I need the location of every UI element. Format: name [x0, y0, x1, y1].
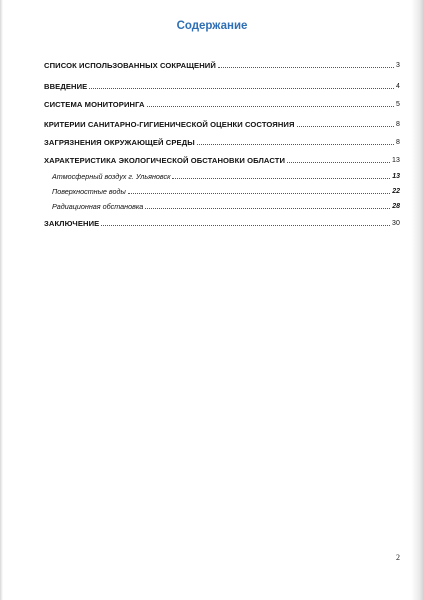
toc-leader-dots: [197, 144, 394, 145]
page-edge-shadow: [0, 0, 3, 600]
toc-leader-dots: [128, 193, 390, 194]
toc-leader-dots: [147, 106, 394, 107]
toc-entry-label: СПИСОК ИСПОЛЬЗОВАННЫХ СОКРАЩЕНИЙ: [44, 61, 216, 70]
toc-entry-page: 8: [396, 139, 400, 146]
toc-leader-dots: [172, 178, 390, 179]
toc-entry: [44, 120, 400, 129]
toc-subentry-label: Радиационная обстановка: [52, 202, 144, 211]
toc-leader-dots: [89, 88, 394, 89]
toc-entry-page: 8: [396, 121, 400, 128]
toc-subentry-label: Поверхностные воды: [52, 187, 126, 196]
toc-entry-label: ВВЕДЕНИЕ: [44, 82, 88, 91]
toc-subentry-label: Атмосферный воздух г. Ульяновск: [52, 172, 171, 181]
toc-leader-dots: [218, 67, 394, 68]
toc-entry-page: 3: [396, 62, 400, 69]
toc-subentry: [44, 172, 400, 181]
toc-entry: [44, 138, 400, 147]
toc-entry-page: 4: [396, 83, 400, 90]
toc-leader-dots: [297, 126, 394, 127]
toc-leader-dots: [101, 225, 390, 226]
toc-subentry-page: 28: [392, 203, 400, 210]
toc-entry: [44, 100, 400, 109]
toc-entry: [44, 219, 400, 228]
toc-title: Содержание: [176, 20, 248, 32]
toc-entry-label: ЗАКЛЮЧЕНИЕ: [44, 219, 100, 228]
toc-entry-label: СИСТЕМА МОНИТОРИНГА: [44, 100, 145, 109]
page-number: 2: [396, 553, 400, 562]
toc-subentry-page: 13: [392, 173, 400, 180]
toc-entry: [44, 156, 400, 165]
toc-leader-dots: [287, 162, 390, 163]
toc-entry-page: 5: [396, 101, 400, 108]
toc-entry-label: КРИТЕРИИ САНИТАРНО-ГИГИЕНИЧЕСКОЙ ОЦЕНКИ СОСТОЯНИЯ: [44, 120, 295, 129]
toc-entry: [44, 61, 400, 70]
toc-entry-label: ХАРАКТЕРИСТИКА ЭКОЛОГИЧЕСКОЙ ОБСТАНОВКИ ОБЛАСТИ: [44, 156, 286, 165]
toc-leader-dots: [145, 208, 390, 209]
toc-entry: [44, 82, 400, 91]
toc-subentry: [44, 187, 400, 196]
toc-entry-page: 30: [392, 220, 400, 227]
toc-subentry-page: 22: [392, 188, 400, 195]
toc-subentry: [44, 202, 400, 211]
toc-entry-page: 13: [392, 157, 400, 164]
toc-entry-label: ЗАГРЯЗНЕНИЯ ОКРУЖАЮЩЕЙ СРЕДЫ: [44, 138, 195, 147]
